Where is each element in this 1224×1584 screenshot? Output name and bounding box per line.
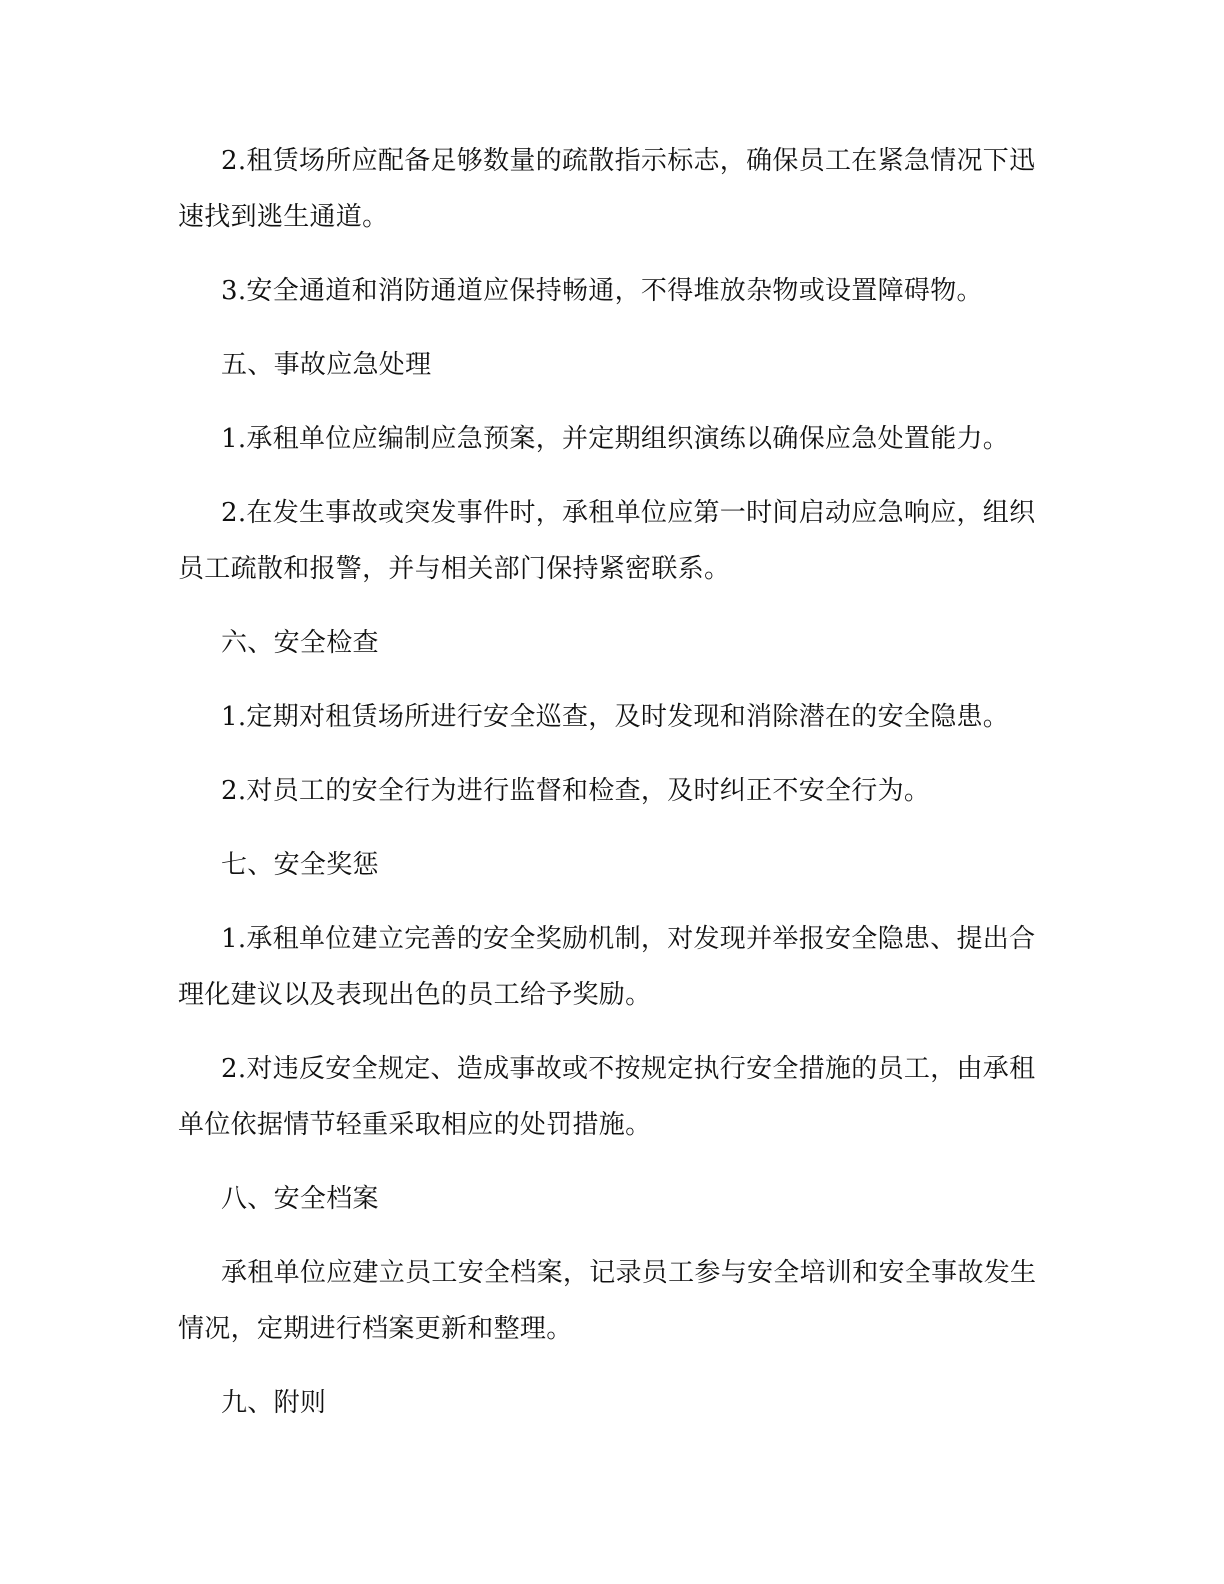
paragraph: 2.对违反安全规定、造成事故或不按规定执行安全措施的员工，由承租单位依据情节轻重采取相应的处罚措施。 — [178, 1054, 1036, 1140]
paragraph: 3.安全通道和消防通道应保持畅通，不得堆放杂物或设置障碍物。 — [221, 276, 983, 306]
paragraph: 2.对员工的安全行为进行监督和检查，及时纠正不安全行为。 — [221, 776, 931, 806]
section-heading: 九、附则 — [221, 1388, 327, 1418]
section-heading: 六、安全检查 — [221, 628, 379, 658]
section-heading: 七、安全奖惩 — [221, 850, 379, 880]
paragraph: 1.定期对租赁场所进行安全巡查，及时发现和消除潜在的安全隐患。 — [221, 702, 1010, 732]
section-heading: 八、安全档案 — [221, 1184, 379, 1214]
document-body — [178, 133, 1038, 1449]
paragraph: 1.承租单位建立完善的安全奖励机制，对发现并举报安全隐患、提出合理化建议以及表现出色的员工给予奖励。 — [178, 924, 1036, 1010]
paragraph: 1.承租单位应编制应急预案，并定期组织演练以确保应急处置能力。 — [221, 424, 1010, 454]
section-heading: 五、事故应急处理 — [221, 350, 432, 380]
paragraph: 承租单位应建立员工安全档案，记录员工参与安全培训和安全事故发生情况，定期进行档案更新和整理。 — [178, 1258, 1037, 1344]
paragraph: 2.在发生事故或突发事件时，承租单位应第一时间启动应急响应，组织员工疏散和报警，并与相关部门保持紧密联系。 — [178, 498, 1036, 584]
paragraph: 2.租赁场所应配备足够数量的疏散指示标志，确保员工在紧急情况下迅速找到逃生通道。 — [178, 146, 1036, 232]
